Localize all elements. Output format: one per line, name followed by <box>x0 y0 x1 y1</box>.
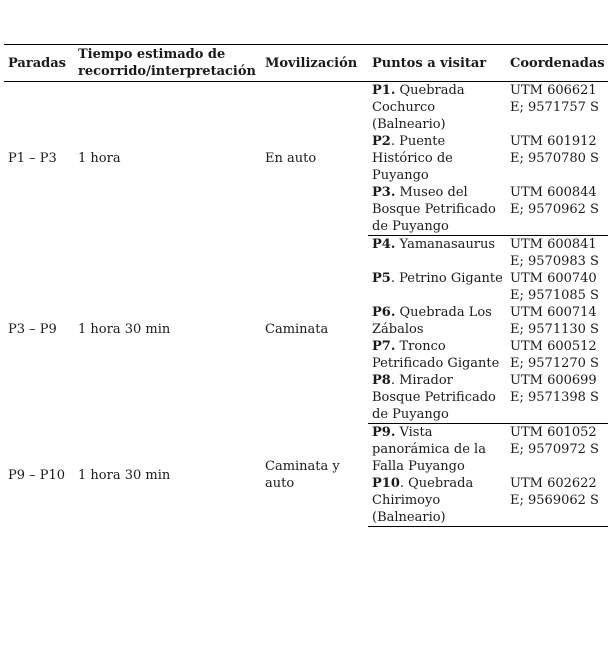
cell-punto <box>368 372 506 424</box>
table-row <box>4 82 608 134</box>
cell-coordenadas: UTM 600714 E; 9571130 S <box>510 305 599 337</box>
cell-coordenadas: UTM 600740 E; 9571085 S <box>510 271 599 303</box>
cell-paradas: P3 – P9 <box>8 322 57 337</box>
point-name: Museo del Bosque Petrificado de Puyango <box>372 185 496 234</box>
table-row <box>4 236 608 271</box>
cell-punto <box>368 338 506 372</box>
point-name: . Puente Histórico de Puyango <box>372 134 453 183</box>
cell-movilizacion: Caminata y auto <box>265 459 340 491</box>
cell-paradas: P9 – P10 <box>8 467 66 483</box>
point-code: P3. <box>372 185 396 200</box>
header-tiempo: Tiempo estimado de recorrido/interpretación <box>78 47 256 79</box>
point-name: Quebrada Los Zábalos <box>372 305 492 337</box>
cell-punto <box>368 424 506 476</box>
point-name: Vista panorámica de la Falla Puyango <box>372 425 486 474</box>
cell-paradas: P1 – P3 <box>8 151 57 167</box>
table-body <box>4 82 608 527</box>
point-name: Tronco Petrificado Gigante <box>372 339 500 371</box>
cell-punto <box>368 82 506 134</box>
header-row <box>4 45 608 82</box>
header-movilizacion: Movilización <box>265 55 358 71</box>
cell-coordenadas: UTM 602622 E; 9569062 S <box>506 475 608 527</box>
cell-coordenadas: UTM 601912 E; 9570780 S <box>510 134 599 166</box>
header-coordenadas: Coordenadas <box>510 55 605 71</box>
cell-punto <box>368 133 506 184</box>
point-code: P2 <box>372 134 391 149</box>
cell-punto <box>368 304 506 338</box>
cell-movilizacion: En auto <box>265 151 317 167</box>
table-header <box>4 45 608 82</box>
cell-coordenadas: UTM 601052 E; 9570972 S <box>510 425 599 457</box>
cell-coordenadas: UTM 600844 E; 9570962 S <box>506 184 608 236</box>
cell-coordenadas: UTM 600699 E; 9571398 S <box>506 372 608 424</box>
point-code: P7. <box>372 339 396 354</box>
point-code: P5 <box>372 271 391 286</box>
point-name: . Petrino Gigante <box>390 271 503 286</box>
point-code: P9. <box>372 425 396 440</box>
cell-punto <box>368 184 506 236</box>
point-code: P8 <box>372 373 391 388</box>
point-code: P6. <box>372 305 396 320</box>
cell-tiempo: 1 hora <box>78 151 121 167</box>
cell-punto <box>368 270 506 304</box>
cell-tiempo: 1 hora 30 min <box>78 467 171 483</box>
point-name: . Mirador Bosque Petrificado de Puyango <box>372 373 496 422</box>
cell-tiempo: 1 hora 30 min <box>78 322 171 337</box>
cell-coordenadas: UTM 600512 E; 9571270 S <box>510 339 599 371</box>
point-code: P1. <box>372 83 396 98</box>
table-row <box>4 424 608 476</box>
itinerary-table <box>4 44 608 527</box>
cell-movilizacion: Caminata <box>265 322 329 337</box>
header-paradas: Paradas <box>8 55 66 71</box>
point-code: P4. <box>372 237 396 252</box>
cell-punto <box>368 475 506 527</box>
point-code: P10 <box>372 476 400 491</box>
cell-coordenadas: UTM 606621 E; 9571757 S <box>510 83 599 115</box>
point-name: . Quebrada Chirimoyo (Balneario) <box>372 476 474 525</box>
cell-coordenadas: UTM 600841 E; 9570983 S <box>510 237 599 269</box>
point-name: Yamanasaurus <box>395 237 496 252</box>
header-puntos: Puntos a visitar <box>372 55 487 71</box>
point-name: Quebrada Cochurco (Balneario) <box>372 83 465 132</box>
cell-punto <box>368 236 506 271</box>
